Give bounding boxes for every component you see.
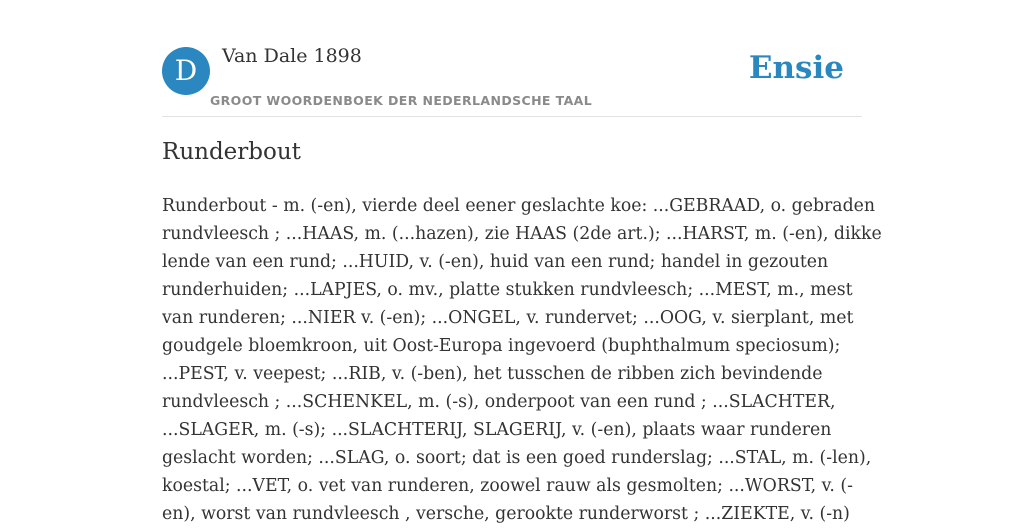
definition-line: lende van een rund; ...HUID, v. (-en), huid van een rund; handel in gezouten	[162, 252, 829, 272]
entry-definition	[162, 192, 882, 528]
dictionary-header	[162, 0, 862, 117]
ensie-brand-logo[interactable]: Ensie	[748, 50, 844, 86]
definition-line: en), worst van rundvleesch , versche, gerookte runderworst ; ...ZIEKTE, v. (-n)	[162, 504, 850, 524]
definition-line: ...PEST, v. veepest; ...RIB, v. (-ben), het tusschen de ribben zich bevindende	[162, 364, 823, 384]
dictionary-logo-icon[interactable]: D	[162, 47, 210, 95]
definition-line: van runderen; ...NIER v. (-en); ...ONGEL, v. rundervet; ...OOG, v. sierplant, met	[162, 308, 854, 328]
definition-line: rundvleesch ; ...HAAS, m. (...hazen), zie HAAS (2de art.); ...HARST, m. (-en), dikke	[162, 224, 882, 244]
definition-line: koestal; ...VET, o. vet van runderen, zoowel rauw als gesmolten; ...WORST, v. (-	[162, 476, 853, 496]
definition-line: Runderbout - m. (-en), vierde deel eener geslachte koe: ...GEBRAAD, o. gebraden	[162, 196, 875, 216]
dictionary-source-title[interactable]: Van Dale 1898	[222, 45, 362, 67]
definition-line: geslacht worden; ...SLAG, o. soort; dat is een goed runderslag; ...STAL, m. (-len),	[162, 448, 872, 468]
definition-line: runderhuiden; ...LAPJES, o. mv., platte stukken rundvleesch; ...MEST, m., mest	[162, 280, 853, 300]
definition-line: rundvleesch ; ...SCHENKEL, m. (-s), onderpoot van een rund ; ...SLACHTER,	[162, 392, 836, 412]
definition-line: goudgele bloemkroon, uit Oost-Europa ingevoerd (buphthalmum speciosum);	[162, 336, 841, 356]
entry-title: Runderbout	[162, 139, 301, 165]
dictionary-source-subtitle: GROOT WOORDENBOEK DER NEDERLANDSCHE TAAL	[210, 93, 593, 108]
definition-line: ...SLAGER, m. (-s); ...SLACHTERIJ, SLAGERIJ, v. (-en), plaats waar runderen	[162, 420, 832, 440]
